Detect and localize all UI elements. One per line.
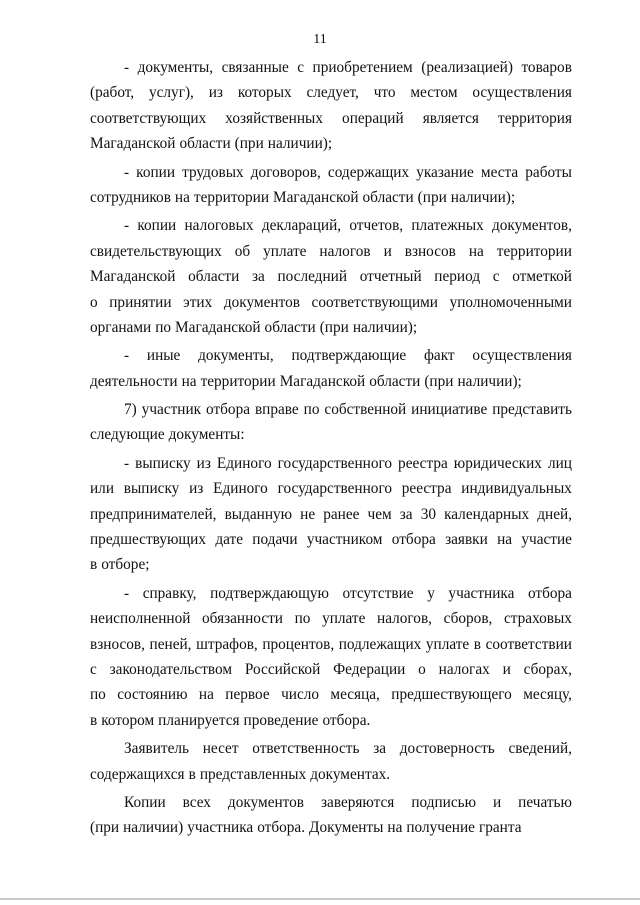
text-line: предпринимателей, выданную не ранее чем за 30 календарных дней, <box>90 505 572 523</box>
text-line: в отборе; <box>90 556 150 574</box>
text-line: в котором планируется проведение отбора. <box>90 711 371 729</box>
text-line: Заявитель несет ответственность за достоверность сведений, <box>124 740 572 758</box>
text-line: 7) участник отбора вправе по собственной инициативе представить <box>124 401 572 419</box>
text-line: следующие документы: <box>90 426 245 444</box>
scan-bottom-edge <box>0 898 640 900</box>
text-line: (при наличии) участника отбора. Документы на получение гранта <box>90 819 522 837</box>
text-line: соответствующих хозяйственных операций является территория <box>90 109 572 127</box>
text-line: или выписку из Единого государственного реестра индивидуальных <box>90 480 572 498</box>
text-line: - справку, подтверждающую отсутствие у участника отбора <box>124 584 572 602</box>
text-line: взносов, пеней, штрафов, процентов, подлежащих уплате в соответствии <box>90 635 572 653</box>
text-line: (работ, услуг), из которых следует, что местом осуществления <box>90 84 572 102</box>
text-line: - выписку из Единого государственного реестра юридических лиц <box>124 454 572 472</box>
text-line: Магаданской области за последний отчетный период с отметкой <box>90 268 572 286</box>
text-line: - копии налоговых деклараций, отчетов, платежных документов, <box>124 217 572 235</box>
text-line: предшествующих дате подачи участником отбора заявки на участие <box>90 531 572 549</box>
page-number: 11 <box>313 32 327 47</box>
text-line: - иные документы, подтверждающие факт осуществления <box>124 347 572 365</box>
text-line: деятельности на территории Магаданской области (при наличии); <box>90 372 522 390</box>
text-line: свидетельствующих об уплате налогов и взносов на территории <box>90 242 572 260</box>
text-line: сотрудников на территории Магаданской области (при наличии); <box>90 188 516 206</box>
text-line: Магаданской области (при наличии); <box>90 135 333 153</box>
text-line: содержащихся в представленных документах. <box>90 765 391 783</box>
text-line: о принятии этих документов соответствующими уполномоченными <box>90 293 572 311</box>
text-line: неисполненной обязанности по уплате налогов, сборов, страховых <box>90 610 572 628</box>
text-line: - копии трудовых договоров, содержащих указание места работы <box>124 163 572 181</box>
text-line: с законодательством Российской Федерации о налогах и сборах, <box>90 660 572 678</box>
document-body <box>90 55 572 841</box>
text-line: по состоянию на первое число месяца, предшествующего месяцу, <box>90 686 572 704</box>
text-line: органами по Магаданской области (при наличии); <box>90 318 418 336</box>
text-line: Копии всех документов заверяются подписью и печатью <box>124 793 572 811</box>
text-line: - документы, связанные с приобретением (реализацией) товаров <box>124 59 572 76</box>
